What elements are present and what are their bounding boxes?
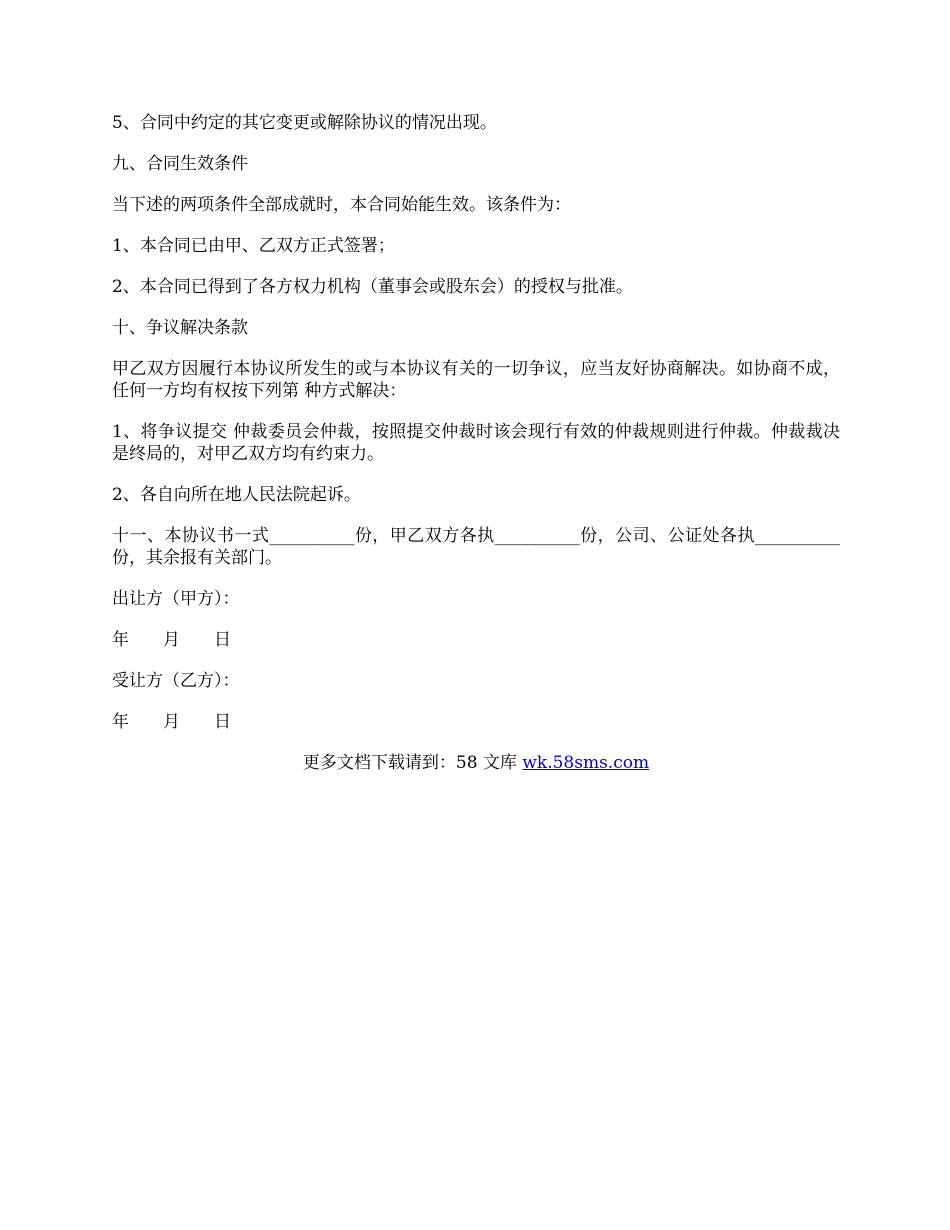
transferor-label: 出让方（甲方）：: [112, 589, 240, 609]
footer-prefix: 更多文档下载请到：58 文库: [302, 753, 523, 773]
section-10-heading: 十、争议解决条款: [112, 318, 248, 338]
condition-1: 1、本合同已由甲、乙双方正式签署；: [112, 236, 395, 256]
transferee-label: 受让方（乙方）：: [112, 671, 240, 691]
section-11-copies: 十一、本协议书一式__________份，甲乙双方各执__________份，公司、公证处各执__________份，其余报有关部门。: [112, 526, 840, 568]
footer-download-note: [112, 752, 840, 774]
dispute-option-1: 1、将争议提交 仲裁委员会仲裁，按照提交仲裁时该会现行有效的仲裁规则进行仲裁。仲裁裁决是终局的，对甲乙双方均有约束力。: [112, 422, 840, 464]
footer-link[interactable]: wk.58sms.com: [522, 753, 650, 773]
document-body: [112, 112, 840, 791]
transferor-date: 年 月 日: [112, 630, 231, 650]
condition-2: 2、本合同已得到了各方权力机构（董事会或股东会）的授权与批准。: [112, 277, 633, 297]
section-10-intro: 甲乙双方因履行本协议所发生的或与本协议有关的一切争议，应当友好协商解决。如协商不成，任何一方均有权按下列第 种方式解决：: [112, 359, 840, 401]
section-9-intro: 当下述的两项条件全部成就时，本合同始能生效。该条件为：: [112, 195, 571, 215]
dispute-option-2: 2、各自向所在地人民法院起诉。: [112, 485, 361, 505]
section-9-heading: 九、合同生效条件: [112, 154, 248, 174]
transferee-date: 年 月 日: [112, 712, 231, 732]
clause-5-termination: 5、合同中约定的其它变更或解除协议的情况出现。: [112, 113, 497, 133]
